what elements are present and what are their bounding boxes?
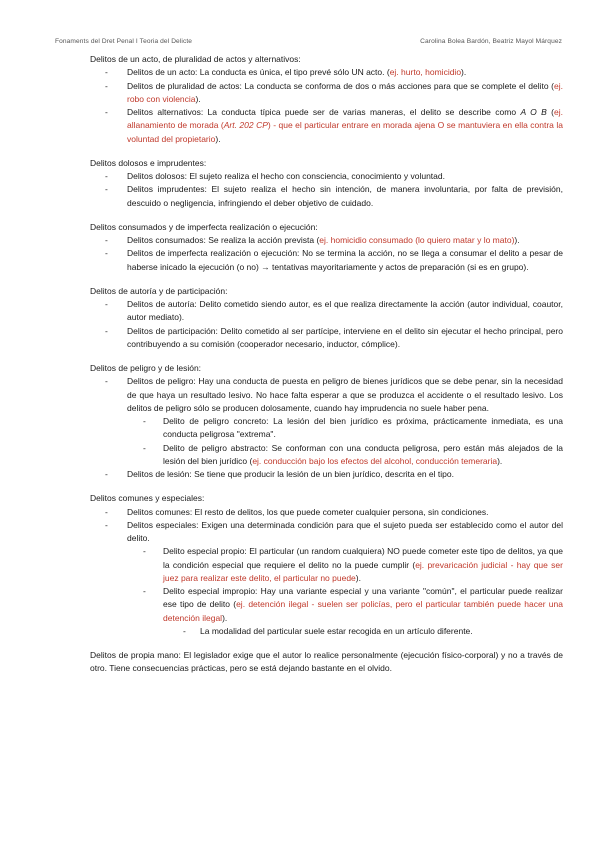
bullet-dash: - [105, 469, 108, 479]
bullet-dash: - [105, 171, 108, 181]
bullet-dash: - [105, 506, 108, 517]
section-title: Delitos de autoría y de participación: [90, 285, 228, 296]
list-item: - Delito de peligro concreto: La lesión del bien jurídico es próxima, prácticamente inmediata, es una conducta peligrosa "extrema". [143, 416, 563, 440]
list-item: - Delito de peligro abstracto: Se conforman con una conducta peligrosa, pero están más alejados de la lesión del bien jurídico (ej. conducción bajo los efectos del alcohol, conducción temeraria). [143, 442, 563, 466]
bullet-dash: - [143, 416, 146, 426]
bullet-dash: - [143, 586, 146, 596]
example-text: ej. prevaricación judicial - hay que ser juez para realizar este delito, el particular no puede [163, 559, 563, 583]
bullet-dash: - [105, 325, 108, 336]
header-course-title: Fonaments del Dret Penal I Teoria del Delicte [55, 38, 193, 45]
section-dolosos-imprudentes [90, 157, 563, 210]
list-item: - La modalidad del particular suele estar recogida en un artículo diferente. [90, 625, 563, 638]
list-item: - Delito especial propio: El particular (un random cualquiera) NO puede cometer este tipo de delitos, ya que la condición especial que requiere el delito no la puede cumplir (ej. prevaricación judicial - hay que ser juez para realizar este delito, el particular no puede). [143, 546, 563, 583]
document-body [90, 53, 563, 676]
list-item: - Delitos de imperfecta realización o ejecución: No se termina la acción, no se llega a consumar el delito a pesar de haberse inicado la ejecución (o no) → tentativas mayoritariamente y actos de preparación (si es en grupo). [105, 248, 563, 272]
example-text: ej. allanamiento de morada ( [127, 107, 563, 131]
list-item: - Delitos imprudentes: El sujeto realiza el hecho sin intención, de manera involuntaria, por falta de previsión, descuido o negligencia, infringiendo el deber objetivo de cuidado. [105, 184, 563, 208]
header-authors: Carolina Bolea Bardón, Beatriz Mayol Márquez [420, 38, 562, 45]
list-item: - Delitos de un acto: La conducta es única, el tipo prevé sólo UN acto. (ej. hurto, homicidio). [90, 66, 563, 79]
list-item: - Delitos de lesión: Se tiene que producir la lesión de un bien jurídico, descrita en el tipo. [90, 468, 563, 481]
section-title: Delitos de peligro y de lesión: [90, 363, 202, 373]
section-title: Delitos dolosos e imprudentes: [90, 157, 207, 168]
list-item: - Delitos especiales: Exigen una determinada condición para que el sujeto pueda ser establecido como el autor del delito. [105, 519, 563, 543]
section-actos [90, 53, 563, 146]
section-title: Delitos comunes y especiales: [90, 493, 205, 504]
example-text: ej. hurto, homicidio [389, 67, 462, 78]
list-item: - Delitos consumados: Se realiza la acción prevista (ej. homicidio consumado (lo quiero matar y lo mato)). [90, 234, 563, 247]
example-text: ej. robo con violencia [127, 80, 563, 104]
section-comunes-especiales [90, 492, 563, 638]
example-text: ej. homicidio consumado (lo quiero matar y lo mato) [319, 235, 515, 245]
section-peligro-lesion [90, 362, 563, 481]
bullet-dash: - [105, 107, 108, 117]
list-item: - Delitos de participación: Delito cometido al ser partícipe, interviene en el delito sin ejecutar el hecho principal, pero contribuyendo a su comisión (cooperador necesario, inductor, cómplice). [105, 325, 563, 349]
section-consumados [90, 221, 563, 274]
example-text: ej. detención ilegal - suelen ser policías, pero el particular también puede hacer una detención ilegal [163, 599, 563, 623]
section-title: Delitos consumados y de imperfecta realización o ejecución: [90, 221, 318, 232]
bullet-dash: - [183, 625, 186, 636]
bullet-dash: - [105, 519, 108, 530]
list-item: - Delitos de peligro: Hay una conducta de puesta en peligro de bienes jurídicos que se debe penar, sin la necesidad de que haya un resultado lesivo. No hace falta esperar a que se produzca el accidente o el resultado lesivo. Los delitos de peligro sólo se producen dolosamente, cuando hay imprudencia no suele haber pena. [105, 376, 563, 413]
bullet-dash: - [105, 184, 108, 195]
paragraph: Delitos de propia mano: El legislador exige que el autor lo realice personalmente (ejecución físico-corporal) y no a través de otro. Tiene consecuencias prácticas, pero se está dejando bastante en el olvido. [90, 650, 563, 674]
bullet-dash: - [105, 299, 108, 309]
list-item: - Delitos de autoría: Delito cometido siendo autor, es el que realiza directamente la acción (autor individual, coautor, autor mediato). [105, 299, 563, 323]
bullet-dash: - [105, 376, 108, 387]
bullet-dash: - [143, 442, 146, 453]
list-item: - Delito especial impropio: Hay una variante especial y una variante "común", el particular puede realizar ese tipo de delito (ej. detención ilegal - suelen ser policías, pero el particular también puede hacer una detención ilegal). [143, 586, 563, 623]
list-item: - Delitos alternativos: La conducta típica puede ser de varias maneras, el delito se describe como A O B (ej. allanamiento de morada (Art. 202 CP) - que el particular entrare en morada ajena O se mantuviera en ella contra la voluntad del propietario). [105, 107, 564, 144]
section-autoria [90, 285, 563, 351]
bullet-dash: - [105, 67, 108, 78]
list-item: - Delitos de pluralidad de actos: La conducta se conforma de dos o más acciones para que se complete el delito (ej. robo con violencia). [105, 80, 563, 104]
section-propia-mano [90, 649, 563, 676]
bullet-dash: - [143, 546, 146, 557]
bullet-dash: - [105, 80, 108, 91]
bullet-dash: - [105, 248, 108, 259]
section-title: Delitos de un acto, de pluralidad de actos y alternativos: [90, 54, 301, 64]
example-text: ej. conducción bajo los efectos del alcohol, conducción temeraria [252, 455, 498, 466]
list-item: - Delitos dolosos: El sujeto realiza el hecho con consciencia, conocimiento y voluntad. [90, 170, 563, 183]
bullet-dash: - [105, 235, 108, 245]
example-text: ) - que el particular entrare en morada ajena O se mantuviera en ella contra la voluntad del propietario [127, 120, 564, 144]
article-reference: Art. 202 CP [223, 120, 268, 131]
list-item: - Delitos comunes: El resto de delitos, los que puede cometer cualquier persona, sin condiciones. [90, 506, 563, 519]
